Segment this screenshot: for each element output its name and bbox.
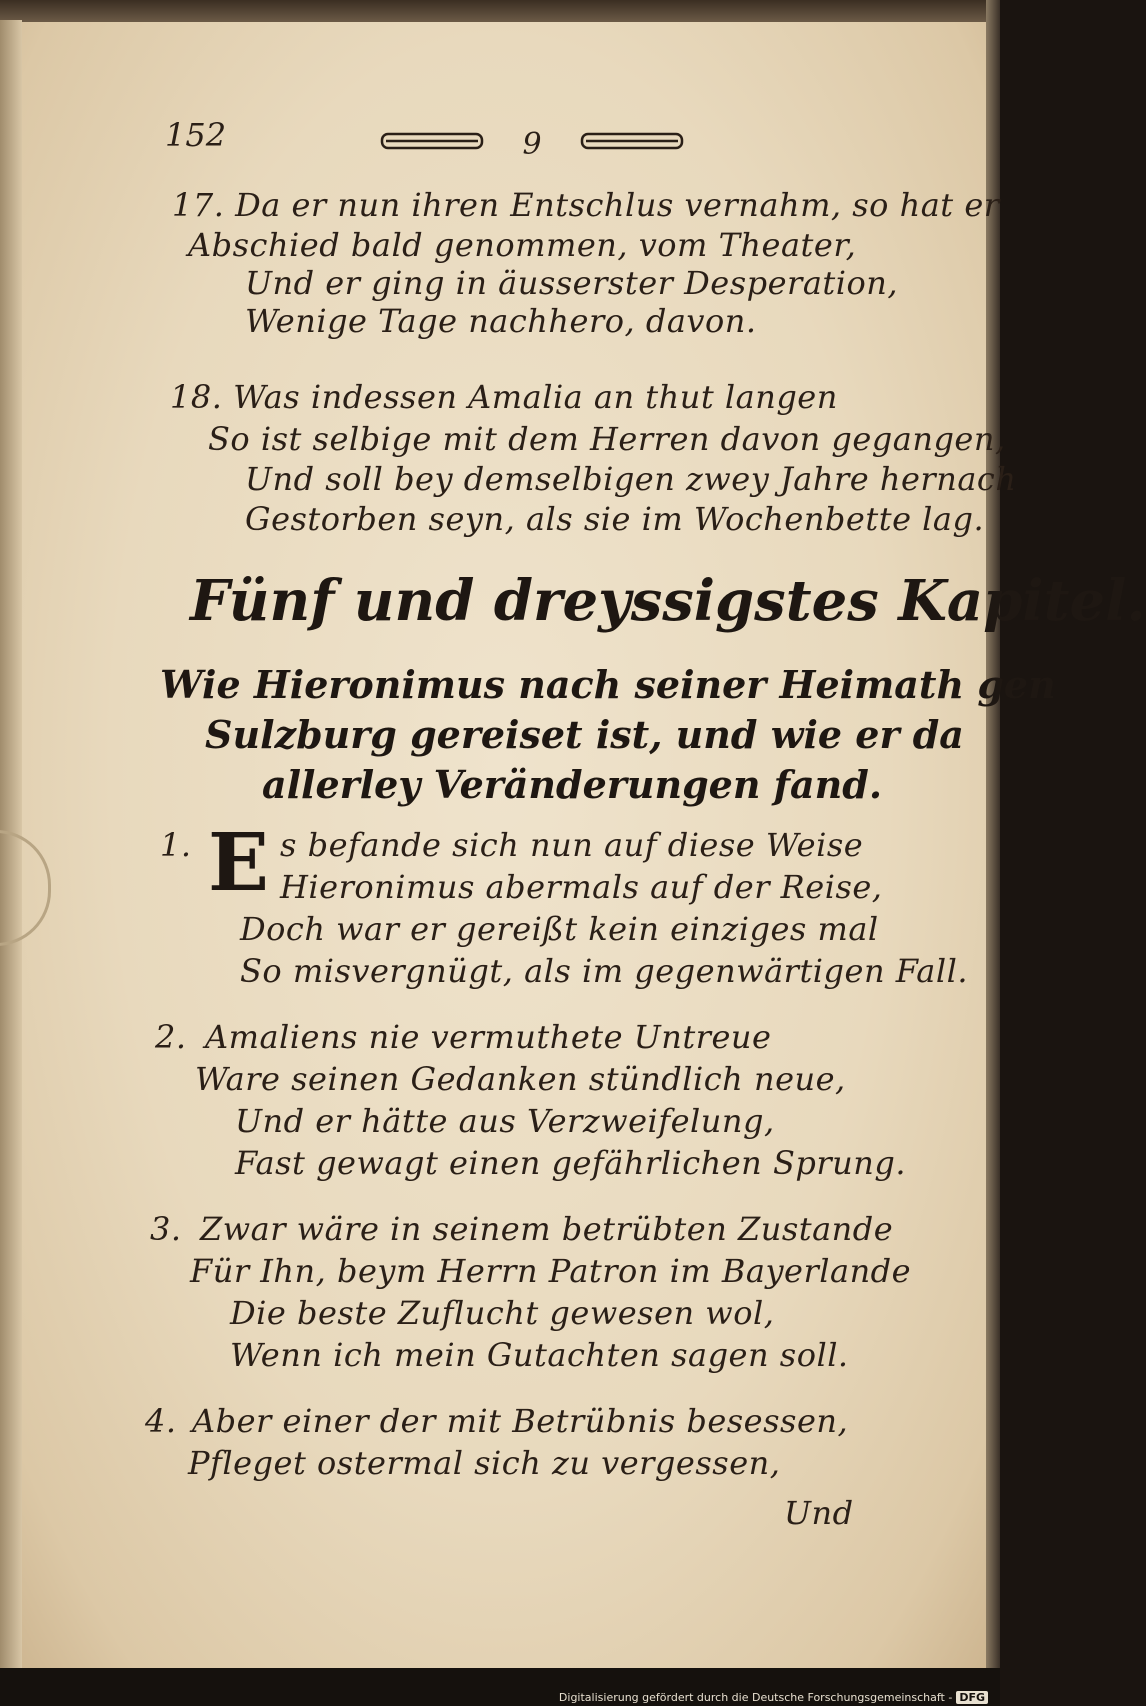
verse-17-line-4: Wenige Tage nachhero, davon. bbox=[245, 302, 757, 340]
verse-2-line-2: Ware seinen Gedanken stündlich neue, bbox=[195, 1060, 846, 1098]
chapter-subtitle-line-2: Sulzburg gereiset ist, und wie er da bbox=[205, 712, 964, 757]
verse-3-line-3: Die beste Zuflucht gewesen wol, bbox=[230, 1294, 775, 1332]
verse-17-line-3: Und er ging in äusserster Desperation, bbox=[245, 264, 899, 302]
verse-18-line-3: Und soll bey demselbigen zwey Jahre hernach bbox=[245, 460, 1017, 498]
verse-2-line-3: Und er hätte aus Verzweifelung, bbox=[235, 1102, 775, 1140]
chapter-title: Fünf und dreyssigstes Kapitel. bbox=[190, 568, 1146, 634]
verse-18-line-2: So ist selbige mit dem Herren davon gegangen, bbox=[208, 420, 1006, 458]
ornament-center-glyph: 9 bbox=[522, 127, 542, 162]
page-tab-mark bbox=[0, 830, 51, 946]
verse-3-line-4: Wenn ich mein Gutachten sagen soll. bbox=[230, 1336, 849, 1374]
verse-4-number: 4. bbox=[145, 1402, 177, 1440]
page-top-edge bbox=[0, 0, 1000, 22]
verse-1-number: 1. bbox=[160, 826, 192, 864]
catchword: Und bbox=[784, 1494, 854, 1532]
verse-2-line-4: Fast gewagt einen gefährlichen Sprung. bbox=[235, 1144, 907, 1182]
verse-3-line-2: Für Ihn, beym Herrn Patron im Bayerlande bbox=[190, 1252, 912, 1290]
footer-text: Digitalisierung gefördert durch die Deutsche Forschungsgemeinschaft - bbox=[558, 1691, 953, 1704]
verse-1-line-3: Doch war er gereißt kein einziges mal bbox=[240, 910, 879, 948]
footer-credit bbox=[559, 1691, 988, 1704]
chapter-subtitle-line-1: Wie Hieronimus nach seiner Heimath gen bbox=[160, 662, 1056, 707]
book-edge bbox=[986, 0, 1000, 1706]
page-number: 152 bbox=[165, 116, 227, 154]
verse-4-line-1: Aber einer der mit Betrübnis besessen, bbox=[192, 1402, 849, 1440]
drop-cap-initial: E bbox=[208, 815, 269, 909]
verse-2-number: 2. bbox=[155, 1018, 187, 1056]
verse-18-line-4: Gestorben seyn, als sie im Wochenbette lag. bbox=[245, 500, 985, 538]
header-ornament bbox=[380, 127, 690, 162]
scan-footer-bar bbox=[0, 1668, 1000, 1706]
verse-1-line-1: s befande sich nun auf diese Weise bbox=[280, 826, 864, 864]
verse-1-line-4: So misvergnügt, als im gegenwärtigen Fall. bbox=[240, 952, 968, 990]
verse-3-line-1: Zwar wäre in seinem betrübten Zustande bbox=[200, 1210, 894, 1248]
verse-3-number: 3. bbox=[150, 1210, 182, 1248]
verse-17-line-1: 17. Da er nun ihren Entschlus vernahm, so hat er bbox=[172, 186, 1000, 224]
verse-4-line-2: Pfleget ostermal sich zu vergessen, bbox=[188, 1444, 781, 1482]
verse-2-line-1: Amaliens nie vermuthete Untreue bbox=[205, 1018, 772, 1056]
dfg-logo: DFG bbox=[956, 1691, 988, 1704]
chapter-subtitle-line-3: allerley Veränderungen fand. bbox=[262, 762, 883, 807]
verse-1-line-2: Hieronimus abermals auf der Reise, bbox=[280, 868, 883, 906]
verse-17-line-2: Abschied bald genommen, vom Theater, bbox=[188, 226, 857, 264]
verse-18-line-1: 18. Was indessen Amalia an thut langen bbox=[170, 378, 838, 416]
